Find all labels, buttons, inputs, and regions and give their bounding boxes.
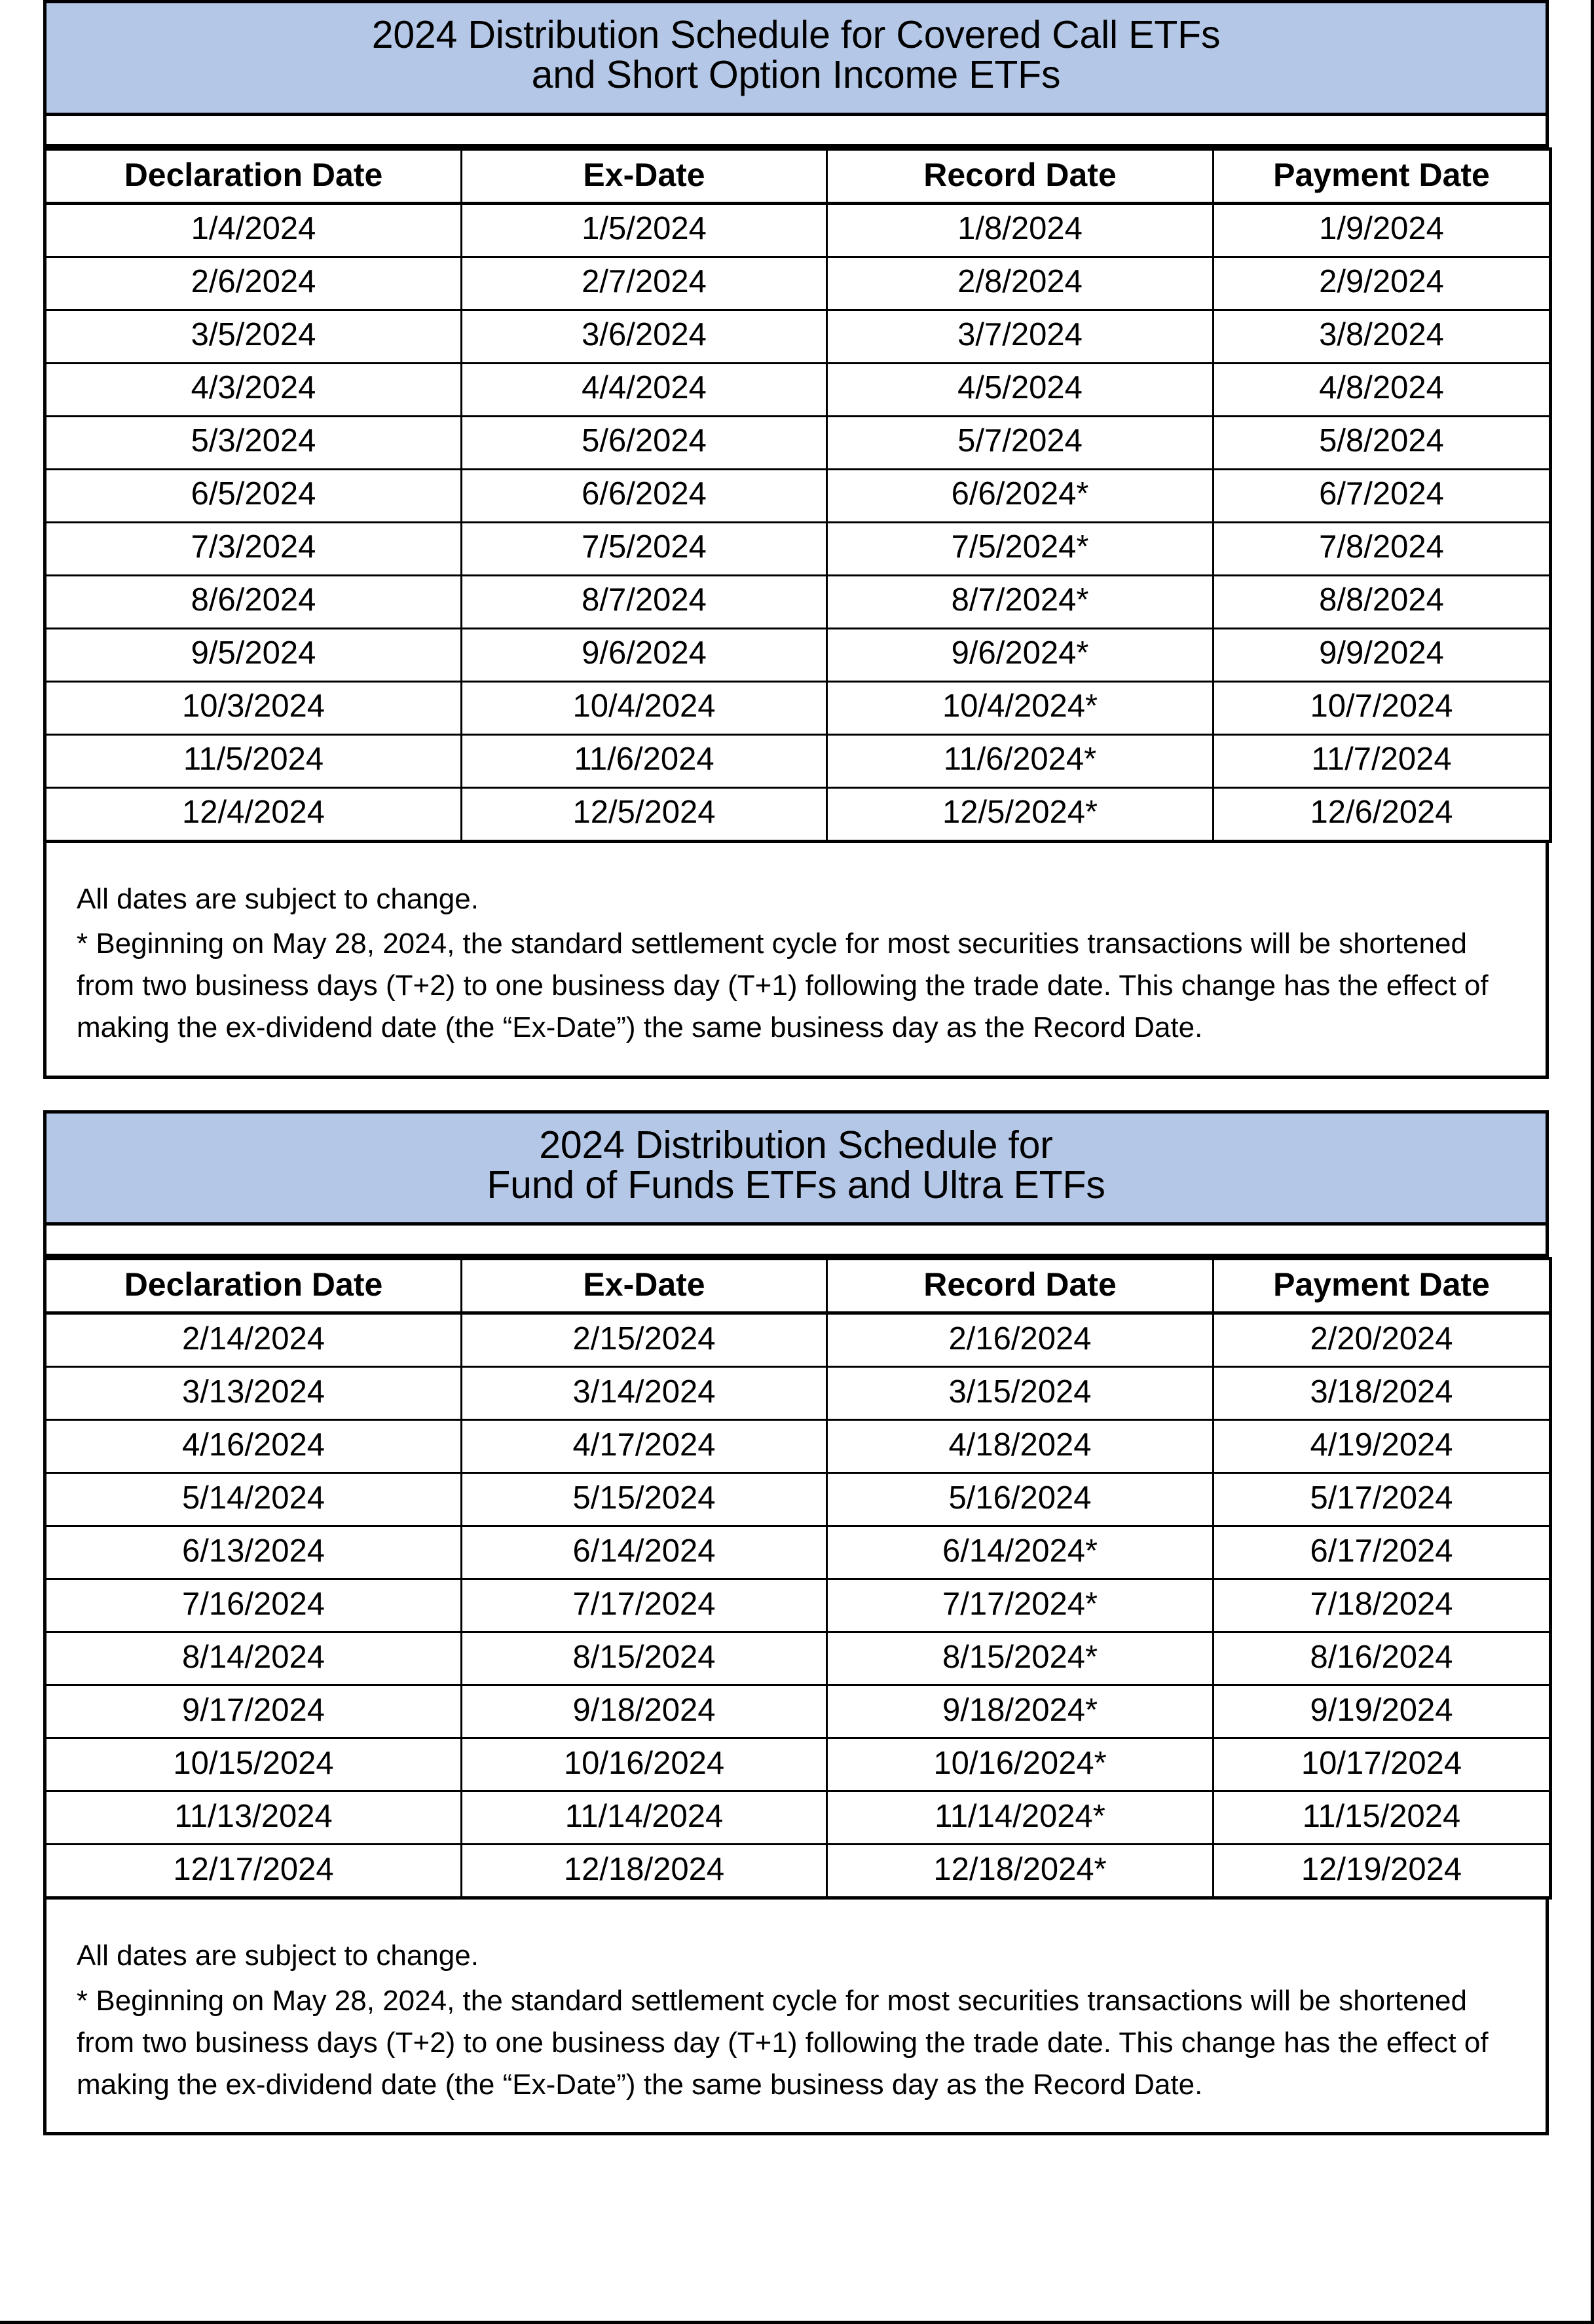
column-header-record-date: Record Date: [827, 1259, 1214, 1313]
cell-record-date: 10/4/2024*: [827, 681, 1214, 734]
distribution-table-2: [43, 1257, 1552, 1900]
table-row: [45, 1367, 1551, 1420]
distribution-table-1: [43, 147, 1552, 843]
table-row: [45, 628, 1551, 681]
table-row: [45, 1420, 1551, 1473]
cell-ex-date: 6/14/2024: [462, 1526, 827, 1579]
cell-ex-date: 4/4/2024: [462, 363, 827, 416]
cell-payment-date: 6/7/2024: [1214, 469, 1551, 522]
cell-ex-date: 7/17/2024: [462, 1579, 827, 1632]
cell-payment-date: 10/17/2024: [1214, 1738, 1551, 1791]
table-row: [45, 416, 1551, 469]
cell-ex-date: 7/5/2024: [462, 522, 827, 575]
cell-ex-date: 11/6/2024: [462, 734, 827, 787]
cell-payment-date: 5/8/2024: [1214, 416, 1551, 469]
cell-declaration-date: 7/3/2024: [45, 522, 462, 575]
cell-record-date: 4/18/2024: [827, 1420, 1214, 1473]
cell-ex-date: 3/14/2024: [462, 1367, 827, 1420]
cell-payment-date: 3/18/2024: [1214, 1367, 1551, 1420]
cell-declaration-date: 10/15/2024: [45, 1738, 462, 1791]
banner-spacer-row-2: [43, 1226, 1549, 1257]
cell-declaration-date: 3/5/2024: [45, 310, 462, 363]
cell-declaration-date: 8/14/2024: [45, 1632, 462, 1685]
cell-record-date: 2/8/2024: [827, 257, 1214, 310]
cell-ex-date: 12/5/2024: [462, 787, 827, 841]
cell-payment-date: 11/15/2024: [1214, 1791, 1551, 1845]
cell-record-date: 5/16/2024: [827, 1473, 1214, 1526]
cell-payment-date: 2/20/2024: [1214, 1313, 1551, 1367]
cell-ex-date: 8/15/2024: [462, 1632, 827, 1685]
table-row: [45, 787, 1551, 841]
cell-payment-date: 9/9/2024: [1214, 628, 1551, 681]
cell-ex-date: 6/6/2024: [462, 469, 827, 522]
table-row: [45, 1632, 1551, 1685]
footnote-box-2: [43, 1900, 1549, 2135]
schedule-fund-of-funds-ultra-etfs: [43, 1110, 1549, 2136]
cell-record-date: 8/15/2024*: [827, 1632, 1214, 1685]
document-sheet: [43, 0, 1549, 2135]
table-row: [45, 734, 1551, 787]
table-row: [45, 310, 1551, 363]
cell-record-date: 7/17/2024*: [827, 1579, 1214, 1632]
cell-record-date: 5/7/2024: [827, 416, 1214, 469]
cell-payment-date: 7/18/2024: [1214, 1579, 1551, 1632]
cell-record-date: 3/7/2024: [827, 310, 1214, 363]
banner-title-line-1: 2024 Distribution Schedule for: [539, 1123, 1053, 1167]
schedule-covered-call-etfs: [43, 0, 1549, 1079]
cell-record-date: 6/14/2024*: [827, 1526, 1214, 1579]
cell-record-date: 9/18/2024*: [827, 1685, 1214, 1738]
cell-record-date: 12/18/2024*: [827, 1845, 1214, 1898]
cell-record-date: 8/7/2024*: [827, 575, 1214, 628]
footnote-subject-to-change: All dates are subject to change.: [77, 1940, 479, 1972]
cell-declaration-date: 2/6/2024: [45, 257, 462, 310]
cell-ex-date: 9/18/2024: [462, 1685, 827, 1738]
banner-title-line-1: 2024 Distribution Schedule for Covered Call ETFs: [371, 13, 1221, 56]
cell-ex-date: 8/7/2024: [462, 575, 827, 628]
cell-payment-date: 12/6/2024: [1214, 787, 1551, 841]
cell-record-date: 6/6/2024*: [827, 469, 1214, 522]
schedule-title-banner-2: [43, 1110, 1549, 1226]
column-header-payment-date: Payment Date: [1214, 149, 1551, 203]
cell-ex-date: 11/14/2024: [462, 1791, 827, 1845]
banner-title-line-2: Fund of Funds ETFs and Ultra ETFs: [487, 1163, 1105, 1207]
cell-payment-date: 12/19/2024: [1214, 1845, 1551, 1898]
table-row: [45, 1526, 1551, 1579]
table-row: [45, 575, 1551, 628]
cell-record-date: 11/6/2024*: [827, 734, 1214, 787]
footnote-settlement-cycle: * Beginning on May 28, 2024, the standard settlement cycle for most securities transactions will be shortened from two business days (T+2) to one business day (T+1) following the trade date. This change has the effect of making the ex-dividend date (the “Ex-Date”) the same business day as the Record Date.: [77, 927, 1489, 1044]
table-row: [45, 469, 1551, 522]
table-row: [45, 1845, 1551, 1898]
cell-declaration-date: 4/16/2024: [45, 1420, 462, 1473]
cell-record-date: 1/8/2024: [827, 203, 1214, 257]
cell-declaration-date: 12/4/2024: [45, 787, 462, 841]
cell-record-date: 2/16/2024: [827, 1313, 1214, 1367]
cell-declaration-date: 4/3/2024: [45, 363, 462, 416]
table-row: [45, 1791, 1551, 1845]
banner-title-line-2: and Short Option Income ETFs: [531, 53, 1061, 97]
table-row: [45, 522, 1551, 575]
cell-payment-date: 2/9/2024: [1214, 257, 1551, 310]
table-header-row: [45, 1259, 1551, 1313]
column-header-record-date: Record Date: [827, 149, 1214, 203]
cell-ex-date: 10/16/2024: [462, 1738, 827, 1791]
table-row: [45, 1579, 1551, 1632]
cell-ex-date: 10/4/2024: [462, 681, 827, 734]
table-row: [45, 1473, 1551, 1526]
cell-declaration-date: 3/13/2024: [45, 1367, 462, 1420]
table-row: [45, 363, 1551, 416]
cell-payment-date: 4/8/2024: [1214, 363, 1551, 416]
cell-declaration-date: 6/13/2024: [45, 1526, 462, 1579]
column-header-declaration-date: Declaration Date: [45, 1259, 462, 1313]
schedule-title-banner-1: [43, 0, 1549, 116]
cell-declaration-date: 12/17/2024: [45, 1845, 462, 1898]
column-header-ex-date: Ex-Date: [462, 149, 827, 203]
cell-ex-date: 3/6/2024: [462, 310, 827, 363]
cell-declaration-date: 5/3/2024: [45, 416, 462, 469]
cell-payment-date: 8/8/2024: [1214, 575, 1551, 628]
cell-declaration-date: 6/5/2024: [45, 469, 462, 522]
cell-record-date: 4/5/2024: [827, 363, 1214, 416]
cell-payment-date: 4/19/2024: [1214, 1420, 1551, 1473]
cell-record-date: 11/14/2024*: [827, 1791, 1214, 1845]
cell-ex-date: 1/5/2024: [462, 203, 827, 257]
cell-payment-date: 9/19/2024: [1214, 1685, 1551, 1738]
cell-payment-date: 3/8/2024: [1214, 310, 1551, 363]
cell-declaration-date: 5/14/2024: [45, 1473, 462, 1526]
cell-declaration-date: 2/14/2024: [45, 1313, 462, 1367]
table-row: [45, 1685, 1551, 1738]
cell-declaration-date: 11/5/2024: [45, 734, 462, 787]
cell-ex-date: 4/17/2024: [462, 1420, 827, 1473]
table-row: [45, 203, 1551, 257]
cell-record-date: 3/15/2024: [827, 1367, 1214, 1420]
banner-spacer-row-1: [43, 116, 1549, 147]
cell-record-date: 10/16/2024*: [827, 1738, 1214, 1791]
cell-payment-date: 10/7/2024: [1214, 681, 1551, 734]
cell-record-date: 7/5/2024*: [827, 522, 1214, 575]
cell-payment-date: 11/7/2024: [1214, 734, 1551, 787]
cell-payment-date: 1/9/2024: [1214, 203, 1551, 257]
cell-payment-date: 5/17/2024: [1214, 1473, 1551, 1526]
table-row: [45, 1738, 1551, 1791]
footnote-box-1: [43, 843, 1549, 1079]
column-header-payment-date: Payment Date: [1214, 1259, 1551, 1313]
column-header-declaration-date: Declaration Date: [45, 149, 462, 203]
cell-ex-date: 2/15/2024: [462, 1313, 827, 1367]
cell-declaration-date: 9/5/2024: [45, 628, 462, 681]
footnote-settlement-cycle: * Beginning on May 28, 2024, the standard settlement cycle for most securities transactions will be shortened from two business days (T+2) to one business day (T+1) following the trade date. This change has the effect of making the ex-dividend date (the “Ex-Date”) the same business day as the Record Date.: [77, 1984, 1489, 2101]
cell-ex-date: 2/7/2024: [462, 257, 827, 310]
cell-declaration-date: 10/3/2024: [45, 681, 462, 734]
cell-declaration-date: 8/6/2024: [45, 575, 462, 628]
cell-declaration-date: 7/16/2024: [45, 1579, 462, 1632]
table-row: [45, 257, 1551, 310]
cell-payment-date: 8/16/2024: [1214, 1632, 1551, 1685]
cell-declaration-date: 11/13/2024: [45, 1791, 462, 1845]
cell-declaration-date: 1/4/2024: [45, 203, 462, 257]
table-header-row: [45, 149, 1551, 203]
cell-ex-date: 5/6/2024: [462, 416, 827, 469]
cell-payment-date: 6/17/2024: [1214, 1526, 1551, 1579]
cell-payment-date: 7/8/2024: [1214, 522, 1551, 575]
footnote-subject-to-change: All dates are subject to change.: [77, 882, 479, 915]
table-row: [45, 681, 1551, 734]
cell-declaration-date: 9/17/2024: [45, 1685, 462, 1738]
table-row: [45, 1313, 1551, 1367]
cell-ex-date: 5/15/2024: [462, 1473, 827, 1526]
cell-record-date: 9/6/2024*: [827, 628, 1214, 681]
column-header-ex-date: Ex-Date: [462, 1259, 827, 1313]
cell-ex-date: 12/18/2024: [462, 1845, 827, 1898]
cell-ex-date: 9/6/2024: [462, 628, 827, 681]
cell-record-date: 12/5/2024*: [827, 787, 1214, 841]
